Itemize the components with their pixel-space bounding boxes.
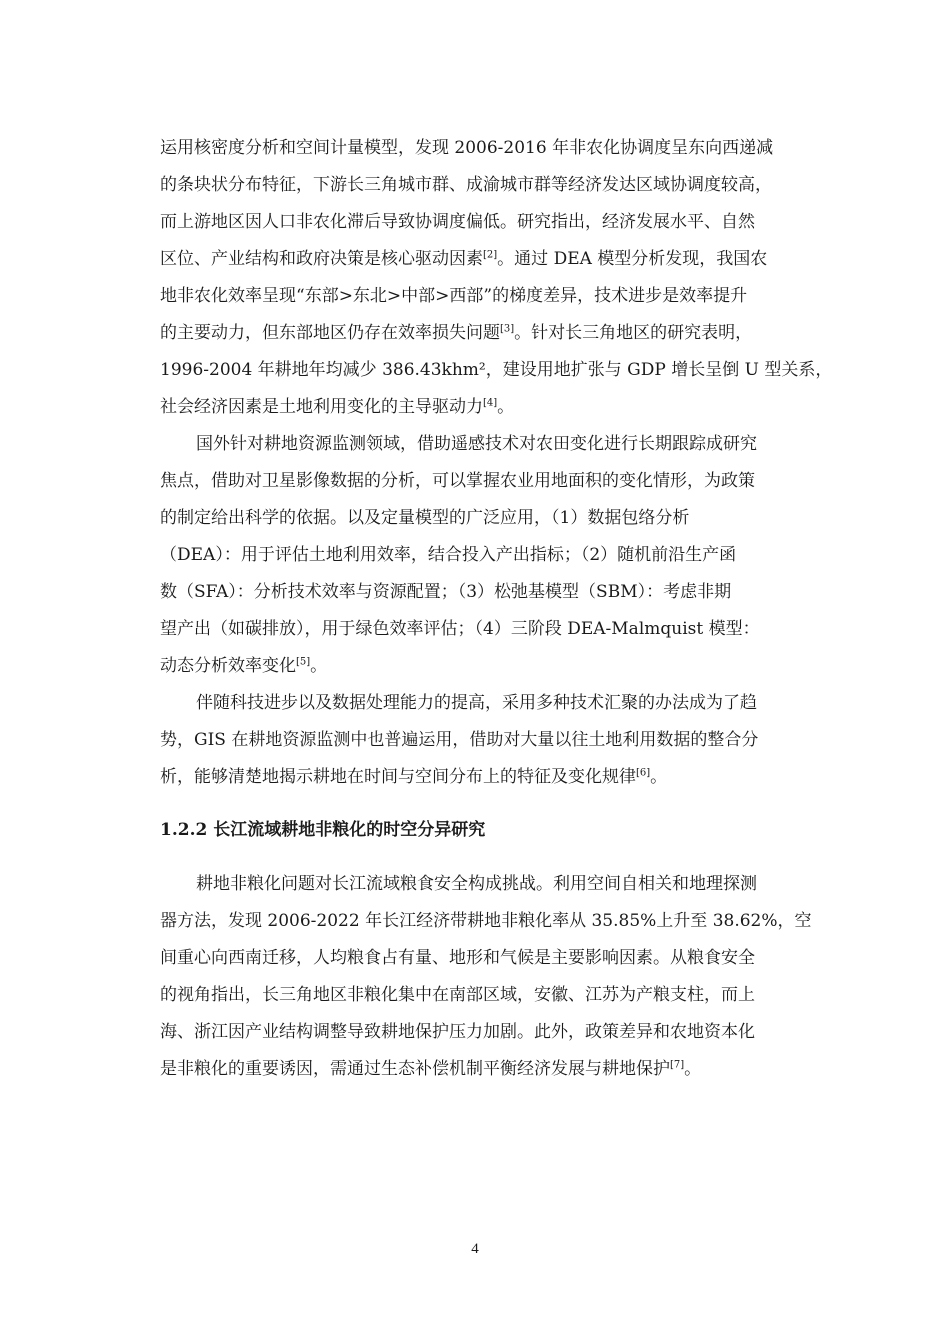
citation-ref[interactable]: [5]	[296, 656, 311, 668]
text-span: 。	[684, 1059, 702, 1079]
citation-ref[interactable]: [6]	[636, 767, 651, 779]
text-span: 。	[310, 656, 328, 676]
text-span: 。	[497, 397, 515, 417]
text-line	[160, 241, 767, 278]
text-span: 动态分析效率变化	[160, 656, 296, 676]
text-span: 社会经济因素是土地利用变化的主导驱动力	[160, 397, 483, 417]
text-line: 的视角指出，长三角地区非粮化集中在南部区域，安徽、江苏为产粮支柱，而上	[160, 985, 755, 1005]
text-line: 望产出（如碳排放），用于绿色效率评估；（4）三阶段 DEA-Malmquist 模型：	[160, 619, 760, 639]
text-line	[160, 1051, 701, 1088]
text-span: 是非粮化的重要诱因，需通过生态补偿机制平衡经济发展与耕地保护	[160, 1059, 670, 1079]
text-span: 。	[650, 767, 668, 787]
text-line: 地非农化效率呈现“东部>东北>中部>西部”的梯度差异，技术进步是效率提升	[160, 286, 748, 306]
text-span: 区位、产业结构和政府决策是核心驱动因素	[160, 249, 483, 269]
text-line: 焦点，借助对卫星影像数据的分析，可以掌握农业用地面积的变化情形，为政策	[160, 471, 755, 491]
text-line: 而上游地区因人口非农化滞后导致协调度偏低。研究指出，经济发展水平、自然	[160, 212, 755, 232]
text-line: 耕地非粮化问题对长江流域粮食安全构成挑战。利用空间自相关和地理探测	[196, 874, 757, 894]
text-line: 的制定给出科学的依据。以及定量模型的广泛应用，（1）数据包络分析	[160, 508, 690, 528]
text-line: 海、浙江因产业结构调整导致耕地保护压力加剧。此外，政策差异和农地资本化	[160, 1022, 755, 1042]
text-line: 数（SFA）：分析技术效率与资源配置；（3）松弛基模型（SBM）：考虑非期	[160, 582, 732, 602]
citation-ref[interactable]: [4]	[483, 397, 498, 409]
text-line: 间重心向西南迁移，人均粮食占有量、地形和气候是主要影响因素。从粮食安全	[160, 948, 755, 968]
text-line: （DEA）：用于评估土地利用效率，结合投入产出指标；（2）随机前沿生产函	[160, 545, 737, 565]
text-span: 。针对长三角地区的研究表明，	[514, 323, 753, 343]
text-line: 运用核密度分析和空间计量模型，发现 2006-2016 年非农化协调度呈东向西递减	[160, 138, 774, 158]
text-line: 势，GIS 在耕地资源监测中也普遍运用，借助对大量以往土地利用数据的整合分	[160, 730, 759, 750]
text-line: 伴随科技进步以及数据处理能力的提高，采用多种技术汇聚的办法成为了趋	[196, 693, 757, 713]
text-span: 析，能够清楚地揭示耕地在时间与空间分布上的特征及变化规律	[160, 767, 636, 787]
text-line	[160, 389, 514, 426]
text-line	[160, 648, 327, 685]
text-line	[160, 759, 667, 796]
text-span: 的主要动力，但东部地区仍存在效率损失问题	[160, 323, 500, 343]
citation-ref[interactable]: [3]	[500, 323, 515, 335]
citation-ref[interactable]: [2]	[483, 249, 498, 261]
text-line: 1996-2004 年耕地年均减少 386.43khm²，建设用地扩张与 GDP 增长呈倒 U 型关系，	[160, 360, 833, 380]
text-line: 的条块状分布特征，下游长三角城市群、成渝城市群等经济发达区域协调度较高，	[160, 175, 772, 195]
page-number: 4	[471, 1241, 479, 1257]
text-line: 器方法，发现 2006-2022 年长江经济带耕地非粮化率从 35.85%上升至 38.62%，空	[160, 911, 812, 931]
citation-ref[interactable]: [7]	[670, 1059, 685, 1071]
text-line: 国外针对耕地资源监测领域，借助遥感技术对农田变化进行长期跟踪成研究	[196, 434, 757, 454]
section-heading: 1.2.2 长江流域耕地非粮化的时空分异研究	[160, 820, 486, 840]
text-line	[160, 315, 752, 352]
text-span: 。通过 DEA 模型分析发现，我国农	[497, 249, 768, 269]
